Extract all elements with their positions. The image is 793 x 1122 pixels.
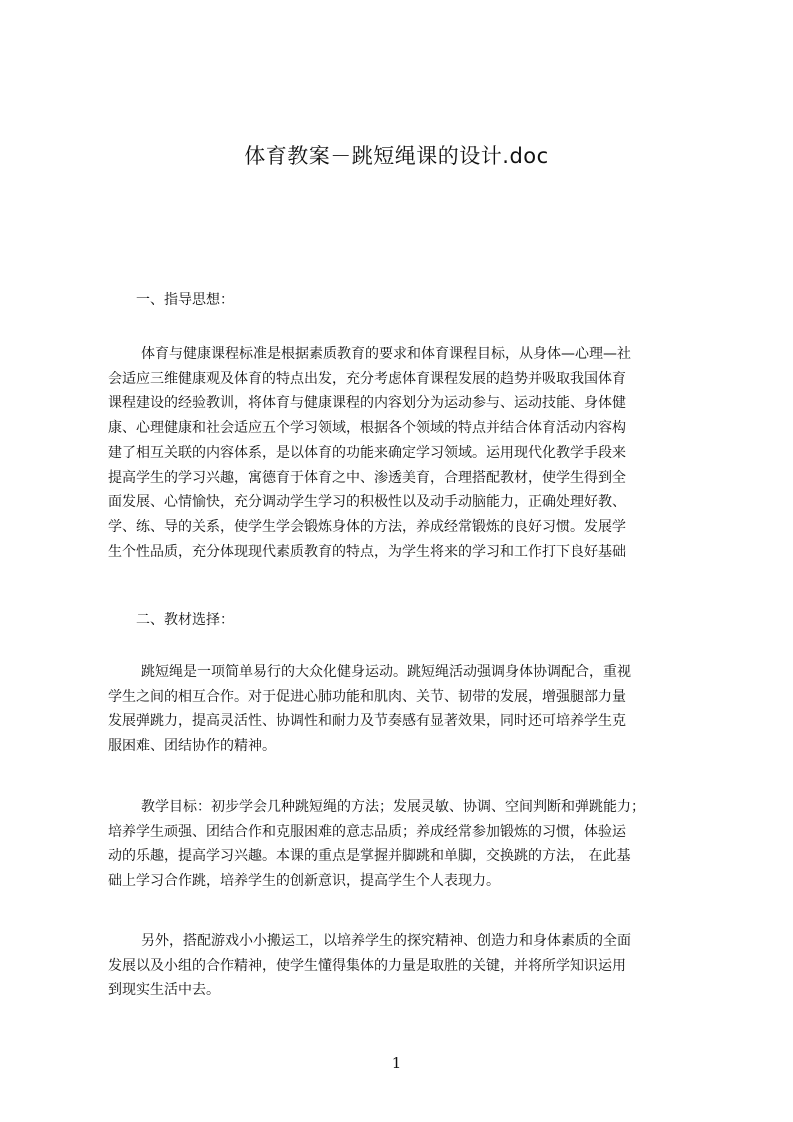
paragraph-line: 生个性品质，充分体现现代素质教育的特点，为学生将来的学习和工作打下良好基础	[108, 543, 626, 560]
paragraph-line: 到现实生活中去。	[108, 982, 220, 999]
paragraph-line: 础上学习合作跳，培养学生的创新意识，提高学生个人表现力。	[108, 873, 500, 890]
page-number: 1	[391, 1054, 402, 1072]
paragraph-line: 动的乐趣，提高学习兴趣。本课的重点是掌握并脚跳和单脚，交换跳的方法， 在此基	[108, 848, 631, 865]
document-title: 体育教案－跳短绳课的设计.doc	[244, 144, 549, 168]
section-heading-material: 二、教材选择：	[136, 612, 234, 628]
paragraph-game	[108, 929, 708, 1003]
paragraph-line: 教学目标：初步学会几种跳短绳的方法；发展灵敏、协调、空间判断和弹跳能力；	[141, 799, 645, 815]
paragraph-line: 发展弹跳力，提高灵活性、协调性和耐力及节奏感有显著效果，同时还可培养学生克	[108, 713, 626, 730]
paragraph-line: 跳短绳是一项简单易行的大众化健身运动。跳短绳活动强调身体协调配合，重视	[141, 664, 631, 680]
paragraph-guiding	[108, 342, 708, 564]
paragraph-line: 发展以及小组的合作精神，使学生懂得集体的力量是取胜的关键，并将所学知识运用	[108, 957, 626, 974]
paragraph-line: 会适应三维健康观及体育的特点出发，充分考虑体育课程发展的趋势并吸取我国体育	[108, 370, 626, 387]
paragraph-line: 提高学生的学习兴趣，寓德育于体育之中、渗透美育，合理搭配教材，使学生得到全	[108, 469, 626, 486]
paragraph-line: 培养学生顽强、团结合作和克服困难的意志品质；养成经常参加锻炼的习惯，体验运	[108, 823, 626, 840]
paragraph-line: 课程建设的经验教训，将体育与健康课程的内容划分为运动参与、运动技能、身体健	[108, 395, 626, 412]
paragraph-line: 服困难、团结协作的精神。	[108, 738, 276, 755]
paragraph-line: 建了相互关联的内容体系，是以体育的功能来确定学习领域。运用现代化教学手段来	[108, 444, 626, 461]
paragraph-material-intro	[108, 660, 708, 759]
paragraph-line: 面发展、心情愉快，充分调动学生学习的积极性以及动手动脑能力，正确处理好教、	[108, 494, 626, 511]
paragraph-line: 学、练、导的关系，使学生学会锻炼身体的方法，养成经常锻炼的良好习惯。发展学	[108, 518, 626, 535]
paragraph-line: 另外，搭配游戏小小搬运工，以培养学生的探究精神、创造力和身体素质的全面	[141, 933, 631, 949]
paragraph-line: 学生之间的相互合作。对于促进心肺功能和肌肉、关节、韧带的发展，增强腿部力量	[108, 688, 626, 705]
section-heading-guiding: 一、指导思想：	[136, 292, 234, 308]
paragraph-line: 康、心理健康和社会适应五个学习领域，根据各个领域的特点并结合体育活动内容构	[108, 420, 626, 437]
paragraph-teaching-goals	[108, 795, 708, 894]
paragraph-line: 体育与健康课程标准是根据素质教育的要求和体育课程目标，从身体—心理—社	[141, 346, 631, 362]
